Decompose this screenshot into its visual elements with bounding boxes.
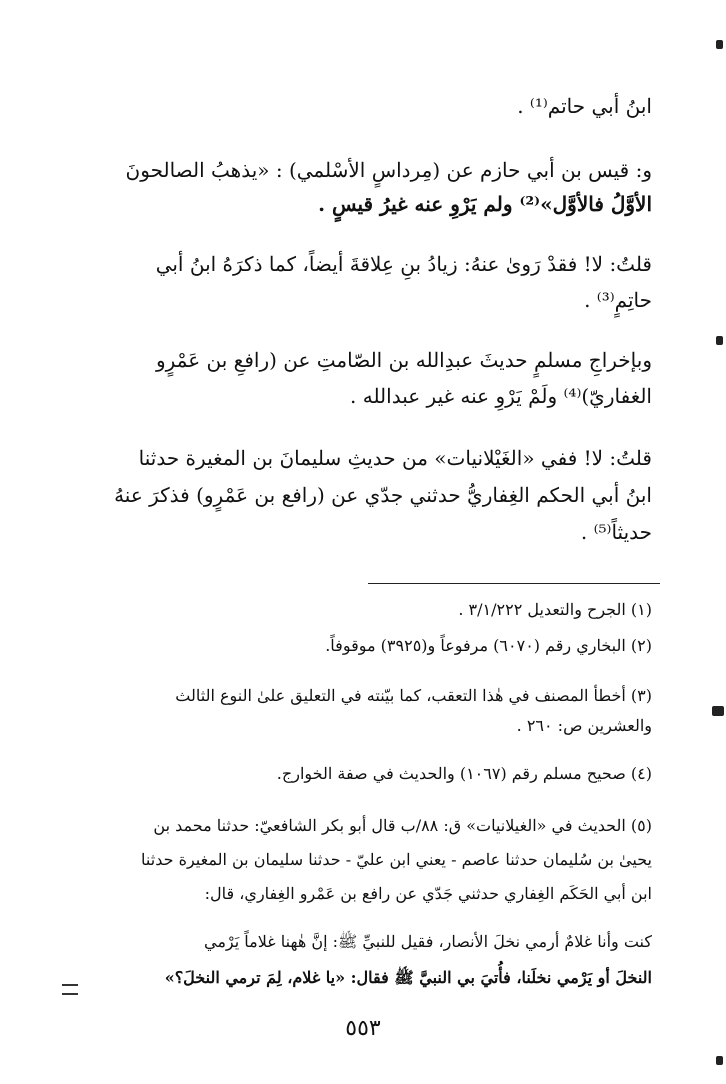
body-line: ابنُ أبي حاتم⁽¹⁾ . xyxy=(517,94,652,118)
footnote-line: كنت وأنا غلامٌ أرمي نخلَ الأنصار، فقيل للنبيِّ ﷺ: إنَّ هٰهنا غلاماً يَرْمي xyxy=(204,932,652,951)
footnote-line: ابن أبي الحَكَم الغِفاري حدثني جَدّي عن رافع بن عَمْرو الغِفاري، قال: xyxy=(204,884,652,903)
body-line: وبإخراجِ مسلمٍ حديثَ عبدِالله بن الصّامتِ عن (رافعِ بن عَمْرٍو xyxy=(155,348,652,372)
page-number: ٥٥٣ xyxy=(345,1016,381,1041)
scan-edge-mark xyxy=(712,706,724,716)
body-line: و: قيس بن أبي حازم عن (مِرداسٍ الأسْلمي) : «يذهبُ الصالحونَ xyxy=(125,158,652,182)
footnote-line: يحيىٰ بن سُليمان حدثنا عاصم - يعني ابن عليّ - حدثنا سليمان بن المغيرة حدثنا xyxy=(141,850,652,869)
body-line: قلتُ: لا! ففي «الغَيْلانيات» من حديثِ سليمانَ بن المغيرة حدثنا xyxy=(138,446,652,470)
footnote-line: (٤) صحيح مسلم رقم (١٠٦٧) والحديث في صفة الخوارج. xyxy=(276,764,652,783)
scan-edge-mark xyxy=(716,40,723,49)
footnote-line: (١) الجرح والتعديل ٣/١/٢٢٢ . xyxy=(458,600,652,619)
footnote-line: النخلَ أو يَرْمي نخلَنا، فأُتيَ بي النبيَّ ﷺ فقال: «يا غلام، لِمَ ترمي النخلَ؟» xyxy=(164,968,652,987)
body-line: الأوَّلُ فالأوَّل»⁽²⁾ ولم يَرْوِ عنه غيرُ قيسٍ . xyxy=(318,192,652,216)
footnote-separator xyxy=(368,583,660,584)
body-line: ابنُ أبي الحكم الغِفاريُّ حدثني جدّي عن (رافع بن عَمْرٍو) فذكرَ عنهُ xyxy=(114,483,652,507)
scan-edge-dash xyxy=(62,984,78,995)
footnote-line: (٥) الحديث في «الغيلانيات» ق: ٨٨/ب قال أبو بكر الشافعيّ: حدثنا محمد بن xyxy=(153,816,652,835)
footnote-line: (٣) أخطأ المصنف في هٰذا التعقب، كما بيّنته في التعليق علىٰ النوع الثالث xyxy=(175,686,652,705)
scan-edge-mark xyxy=(716,1056,723,1065)
body-line: حاتِمٍ⁽³⁾ . xyxy=(584,288,652,312)
footnote-line: والعشرين ص: ٢٦٠ . xyxy=(516,716,652,735)
body-line: الغفاريّ)⁽⁴⁾ ولَمْ يَرْوِ عنه غير عبدالله . xyxy=(350,384,652,408)
body-line: قلتُ: لا! فقدْ رَوىٰ عنهُ: زيادُ بنِ عِلاقةَ أيضاً، كما ذكرَهُ ابنُ أبي xyxy=(155,252,652,276)
body-line: حديثاً⁽⁵⁾ . xyxy=(580,520,652,544)
footnote-line: (٢) البخاري رقم (٦٠٧٠) مرفوعاً و(٣٩٢٥) موقوفاً. xyxy=(325,636,652,655)
scan-edge-mark xyxy=(716,336,723,345)
